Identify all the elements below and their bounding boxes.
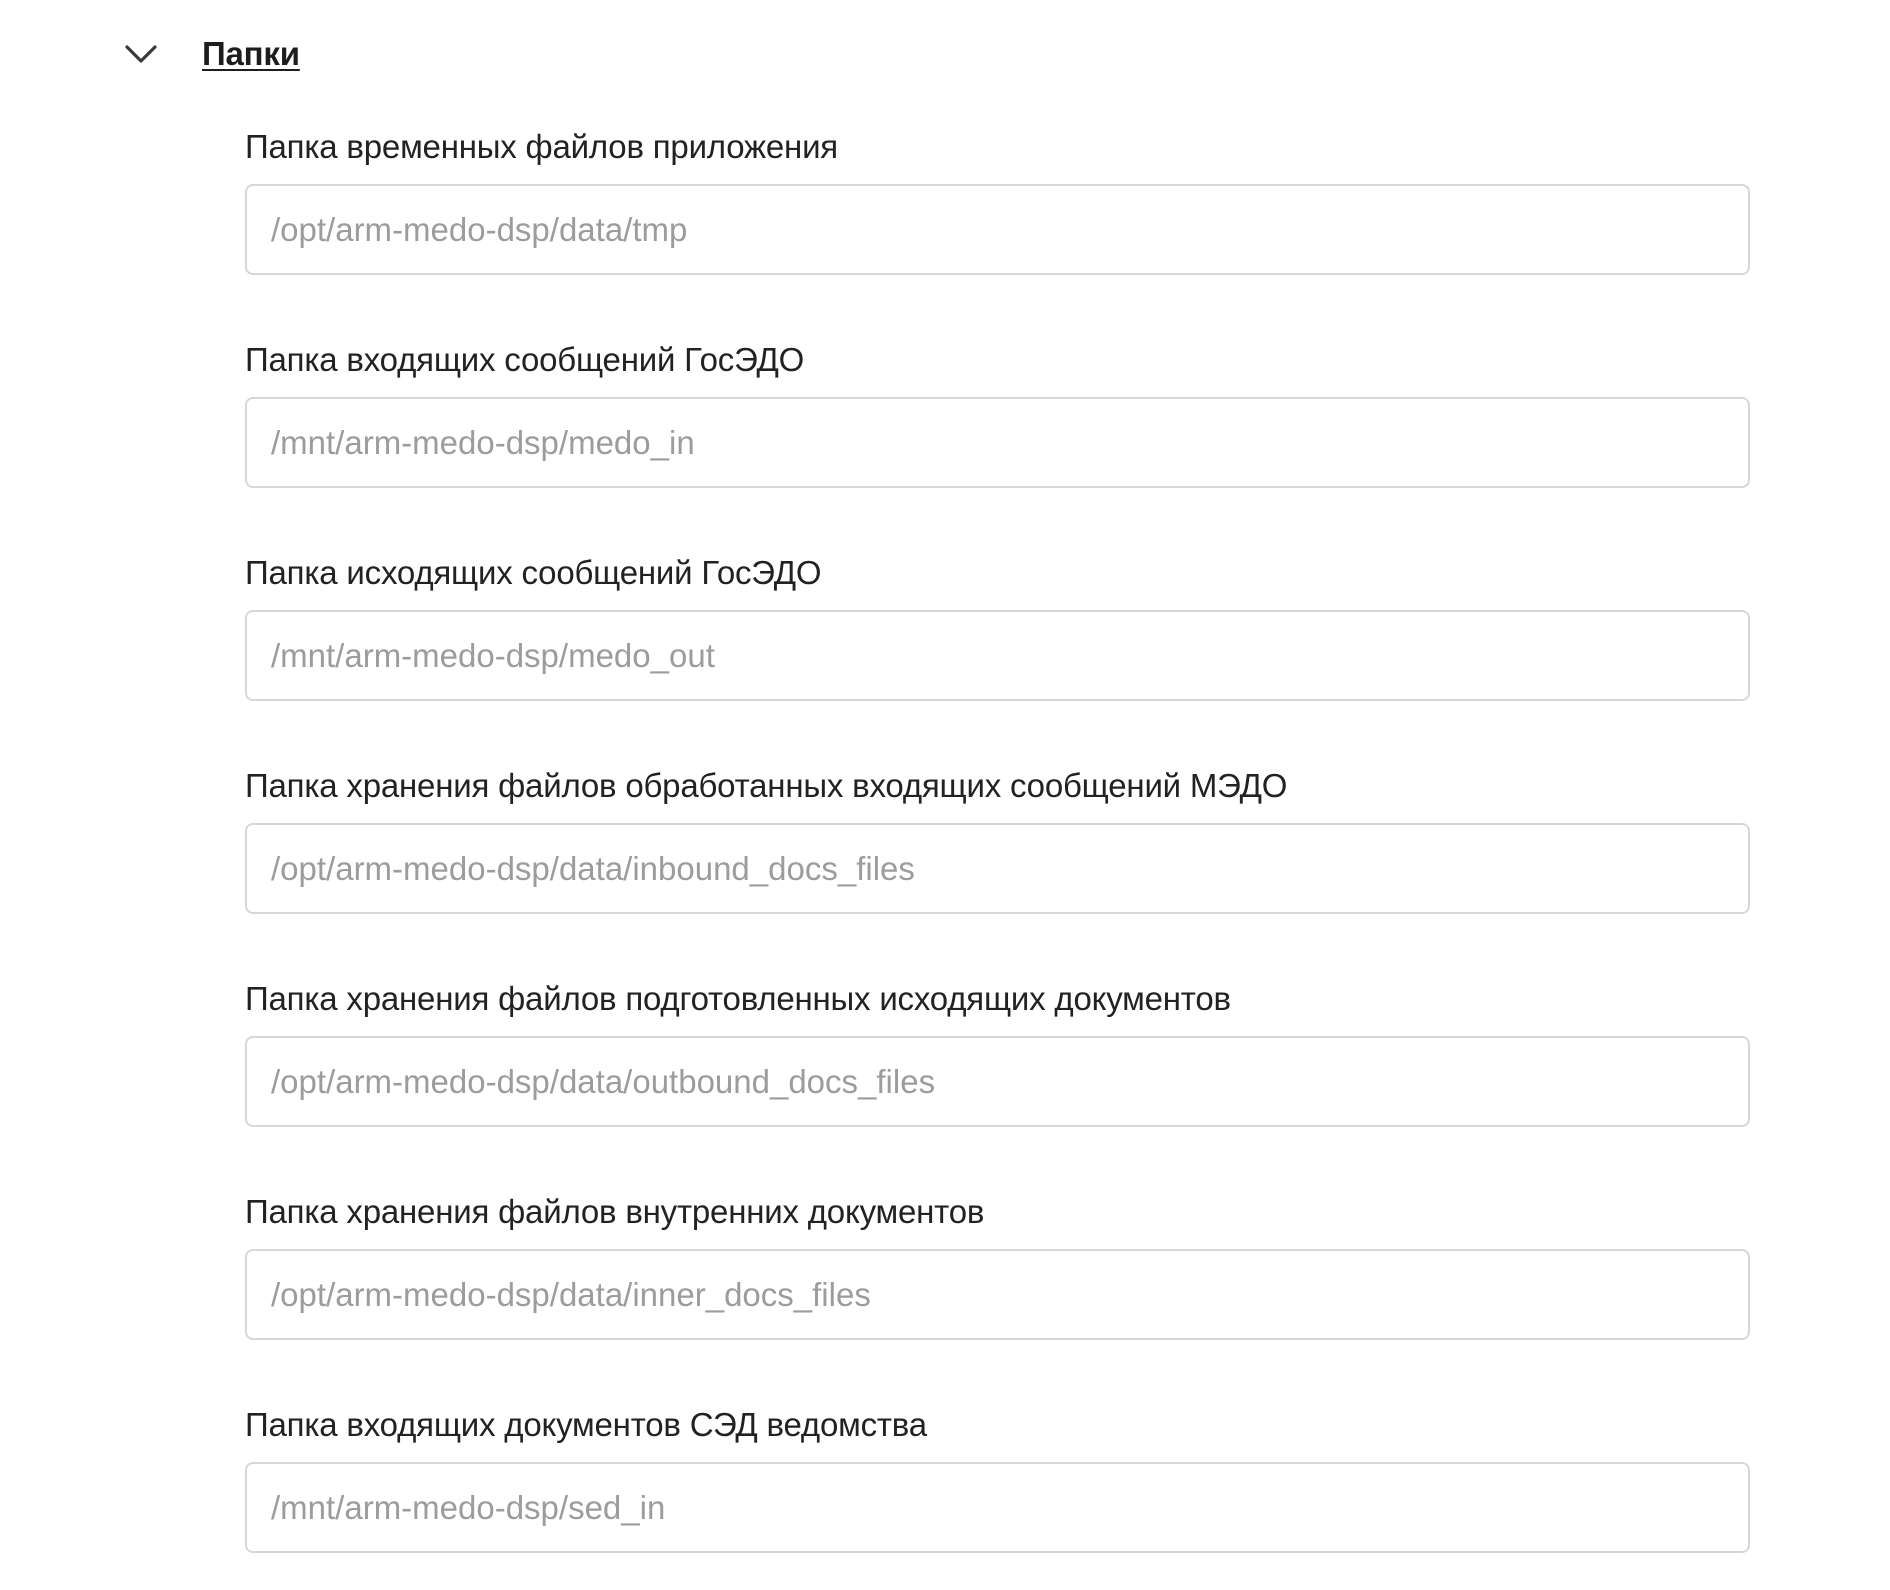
collapse-toggle-button[interactable] — [120, 33, 162, 75]
sed-inbox-folder-input[interactable] — [245, 1462, 1750, 1553]
folders-form — [245, 124, 1750, 1590]
field-label: Папка исходящих сообщений ГосЭДО — [245, 554, 822, 591]
section-title[interactable]: Папки — [202, 35, 300, 72]
field-label: Папка хранения файлов обработанных входящих сообщений МЭДО — [245, 767, 1288, 804]
outbound-docs-folder-input[interactable] — [245, 1036, 1750, 1127]
chevron-down-icon — [124, 43, 158, 65]
folders-section-header — [120, 28, 300, 80]
field-label: Папка хранения файлов внутренних документов — [245, 1193, 985, 1230]
field-gosedo-inbox-folder — [245, 337, 1750, 550]
field-label: Папка хранения файлов подготовленных исходящих документов — [245, 980, 1231, 1017]
field-temp-folder — [245, 124, 1750, 337]
field-inner-docs-folder — [245, 1189, 1750, 1402]
field-label: Папка входящих документов СЭД ведомства — [245, 1406, 927, 1443]
temp-folder-input[interactable] — [245, 184, 1750, 275]
gosedo-inbox-folder-input[interactable] — [245, 397, 1750, 488]
field-label: Папка входящих сообщений ГосЭДО — [245, 341, 805, 378]
gosedo-outbox-folder-input[interactable] — [245, 610, 1750, 701]
field-label: Папка временных файлов приложения — [245, 128, 838, 165]
inner-docs-folder-input[interactable] — [245, 1249, 1750, 1340]
field-inbound-docs-folder — [245, 763, 1750, 976]
inbound-docs-folder-input[interactable] — [245, 823, 1750, 914]
field-sed-inbox-folder — [245, 1402, 1750, 1590]
field-gosedo-outbox-folder — [245, 550, 1750, 763]
field-outbound-docs-folder — [245, 976, 1750, 1189]
